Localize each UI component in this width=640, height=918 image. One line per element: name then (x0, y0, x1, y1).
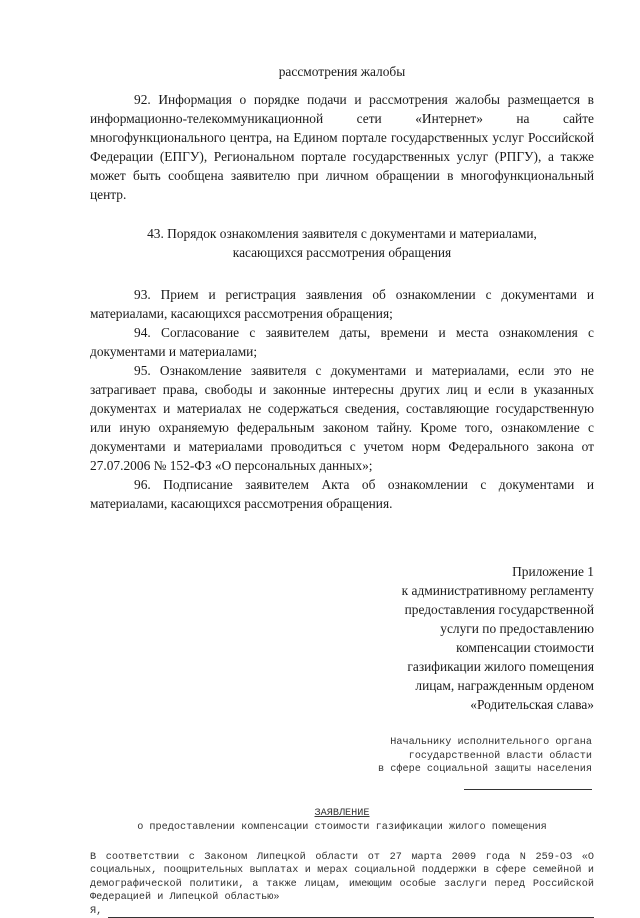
appendix-block (90, 562, 594, 714)
form-title-block (90, 807, 594, 834)
list-item-96: 96. Подписание заявителем Акта об ознакомлении с документами и материалами, касающихся рассмотрения обращения. (90, 477, 594, 511)
section-43-title-line-1: 43. Порядок ознакомления заявителя с документами и материалами, (147, 226, 537, 241)
section-43-title (90, 224, 594, 262)
section-43-title-line-2: касающихся рассмотрения обращения (232, 245, 452, 260)
appendix-line: предоставления государственной (404, 602, 594, 617)
appendix-line: Приложение 1 (512, 564, 594, 579)
appendix-line: лицам, награжденным орденом (415, 678, 594, 693)
recipient-block (90, 736, 594, 795)
form-body-text: В соответствии с Законом Липецкой области от 27 марта 2009 года N 259-ОЗ «О социальных, поощрительных выплатах и мерах социальной поддержки в сфере семейной и демографической политики, а также лицам, имеющим особые заслуги перед Российской Федерацией и Липецкой областью» (90, 852, 594, 904)
recipient-blank-line[interactable] (464, 777, 592, 790)
appendix-line: компенсации стоимости (456, 640, 594, 655)
list-item-95: 95. Ознакомление заявителя с документами и материалами, если это не затрагивает права, свободы и законные интересны других лиц и если в указанных документах и материалах не содержаться сведения, составляющие государственную или иную охраняемую федеральным законом тайну. Кроме того, ознакомление с документами и материалами проводиться с учетом норм Федерального закона от 27.07.2006 № 152-ФЗ «О персональных данных»; (90, 363, 594, 473)
applicant-label: Я, (90, 905, 103, 917)
form-subtitle: о предоставлении компенсации стоимости газификации жилого помещения (137, 821, 547, 833)
appendix-line: «Родительская слава» (470, 697, 594, 712)
form-title: ЗАЯВЛЕНИЕ (314, 808, 370, 819)
recipient-line: в сфере социальной защиты населения (378, 764, 592, 775)
appendix-line: газификации жилого помещения (407, 659, 594, 674)
recipient-line: Начальнику исполнительного органа (390, 737, 592, 748)
form-body (90, 851, 594, 918)
appendix-line: услуги по предоставлению (440, 621, 594, 636)
list-item-93: 93. Прием и регистрация заявления об ознакомлении с документами и материалами, касающихся рассмотрения обращения; (90, 287, 594, 321)
paragraph-92: 92. Информация о порядке подачи и рассмотрения жалобы размещается в информационно-телекоммуникационной сети «Интернет» на сайте многофункционального центра, на Едином портале государственных услуг Российской Федерации (ЕПГУ), Региональном портале государственных услуг (РПГУ), а также может быть сообщена заявителю при личном обращении в многофункциональный центр. (90, 92, 594, 202)
top-heading: рассмотрения жалобы (278, 64, 406, 79)
list-item-94: 94. Согласование с заявителем даты, времени и места ознакомления с документами и материалами; (90, 325, 594, 359)
recipient-line: государственной власти области (408, 750, 592, 762)
applicant-name-line[interactable] (108, 906, 594, 918)
appendix-line: к административному регламенту (401, 583, 594, 598)
procedure-list (90, 285, 594, 513)
